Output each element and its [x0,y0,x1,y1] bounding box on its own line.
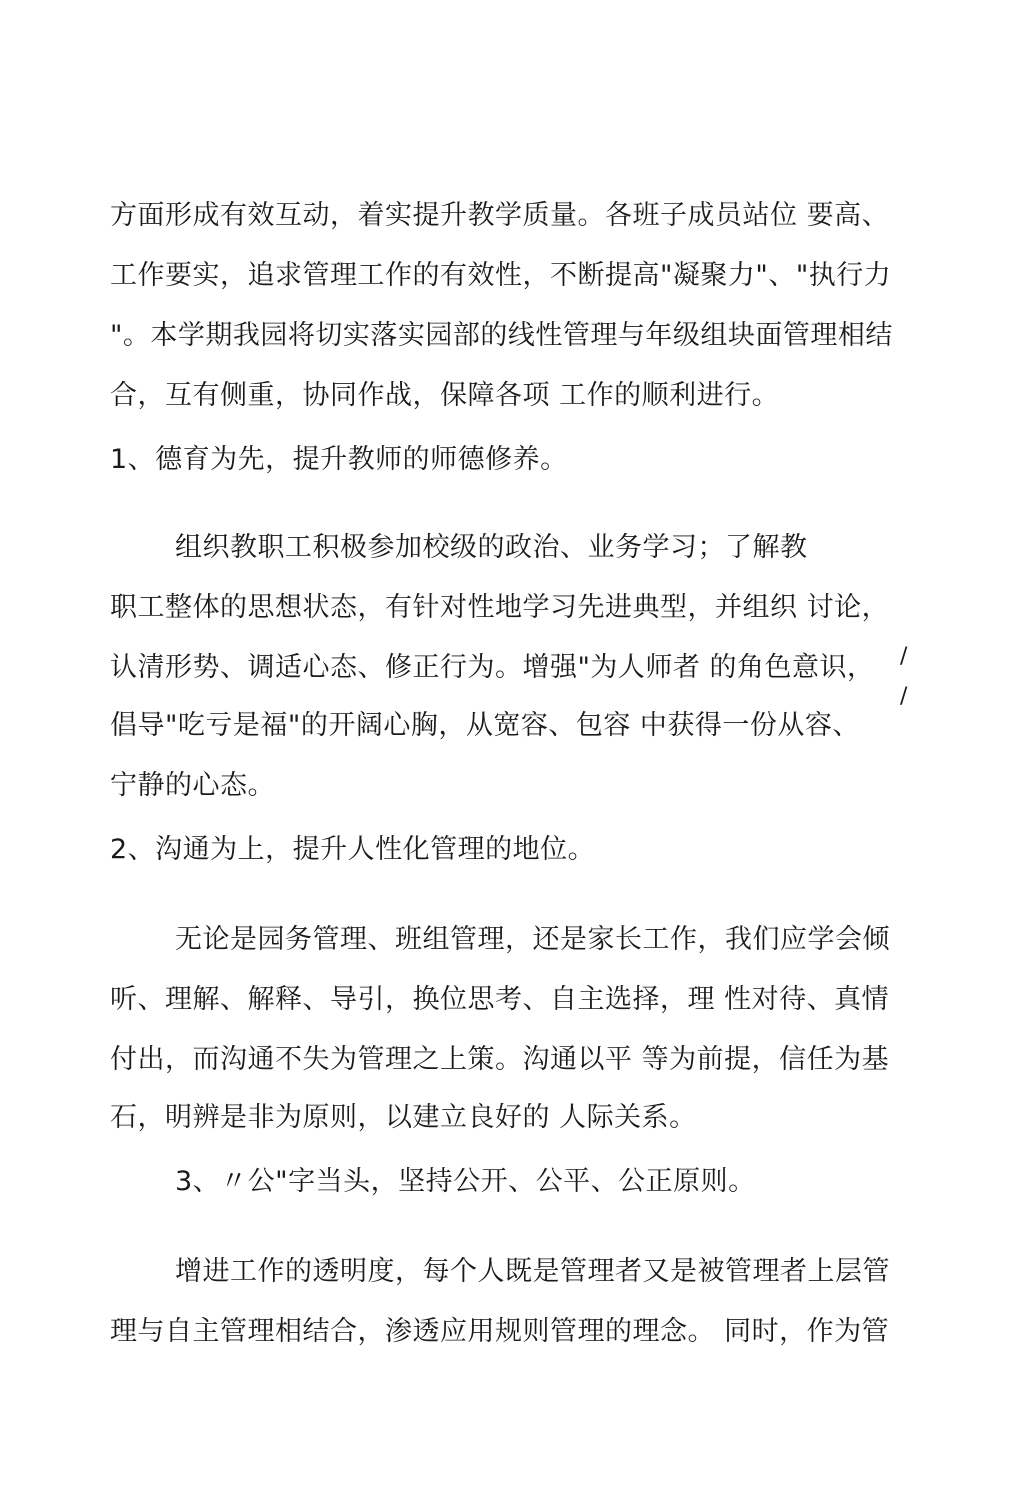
paragraph-2-line-2: 职工整体的思想状态，有针对性地学习先进典型，并组织 讨论， [110,592,890,623]
paragraph-3-line-2: 听、理解、解释、导引，换位思考、自主选择，理 性对待、真情 [110,984,890,1015]
paragraph-2-line-1: 组织教职工积极参加校级的政治、业务学习；了解教 [175,532,808,563]
paragraph-3-line-4: 石，明辨是非为原则，以建立良好的 人际关系。 [110,1102,697,1133]
paragraph-1-line-1: 方面形成有效互动，着实提升教学质量。各班子成员站位 要高、 [110,200,890,231]
paragraph-2-line-5: 宁静的心态。 [110,770,275,801]
paragraph-4-line-2: 理与自主管理相结合，渗透应用规则管理的理念。 同时，作为管 [110,1316,890,1347]
paragraph-4-line-1: 增进工作的透明度，每个人既是管理者又是被管理者上层管 [175,1256,890,1287]
paragraph-1-line-2: 工作要实，追求管理工作的有效性，不断提高"凝聚力"、"执行力 [110,260,892,291]
section-heading-2: 2、沟通为上，提升人性化管理的地位。 [110,834,596,865]
paragraph-1-line-4: 合，互有侧重，协同作战，保障各项 工作的顺利进行。 [110,380,780,411]
paragraph-3-line-3: 付出，而沟通不失为管理之上策。沟通以平 等为前提，信任为基 [110,1044,890,1075]
section-heading-3: 3、〃公"字当头，坚持公开、公平、公正原则。 [175,1166,756,1197]
paragraph-2-line-4: 倡导"吃亏是福"的开阔心胸，从宽容、包容 中获得一份从容、 [110,710,860,741]
paragraph-1-line-3: "。本学期我园将切实落实园部的线性管理与年级组块面管理相结 [110,320,893,351]
paragraph-2-line-3: 认清形势、调适心态、修正行为。增强"为人师者 的角色意识， [110,652,875,683]
section-heading-1: 1、德育为先，提升教师的师德修养。 [110,444,568,475]
paragraph-3-line-1: 无论是园务管理、班组管理，还是家长工作，我们应学会倾 [175,924,890,955]
margin-mark-1: / [900,644,908,669]
margin-mark-2: / [900,684,908,709]
